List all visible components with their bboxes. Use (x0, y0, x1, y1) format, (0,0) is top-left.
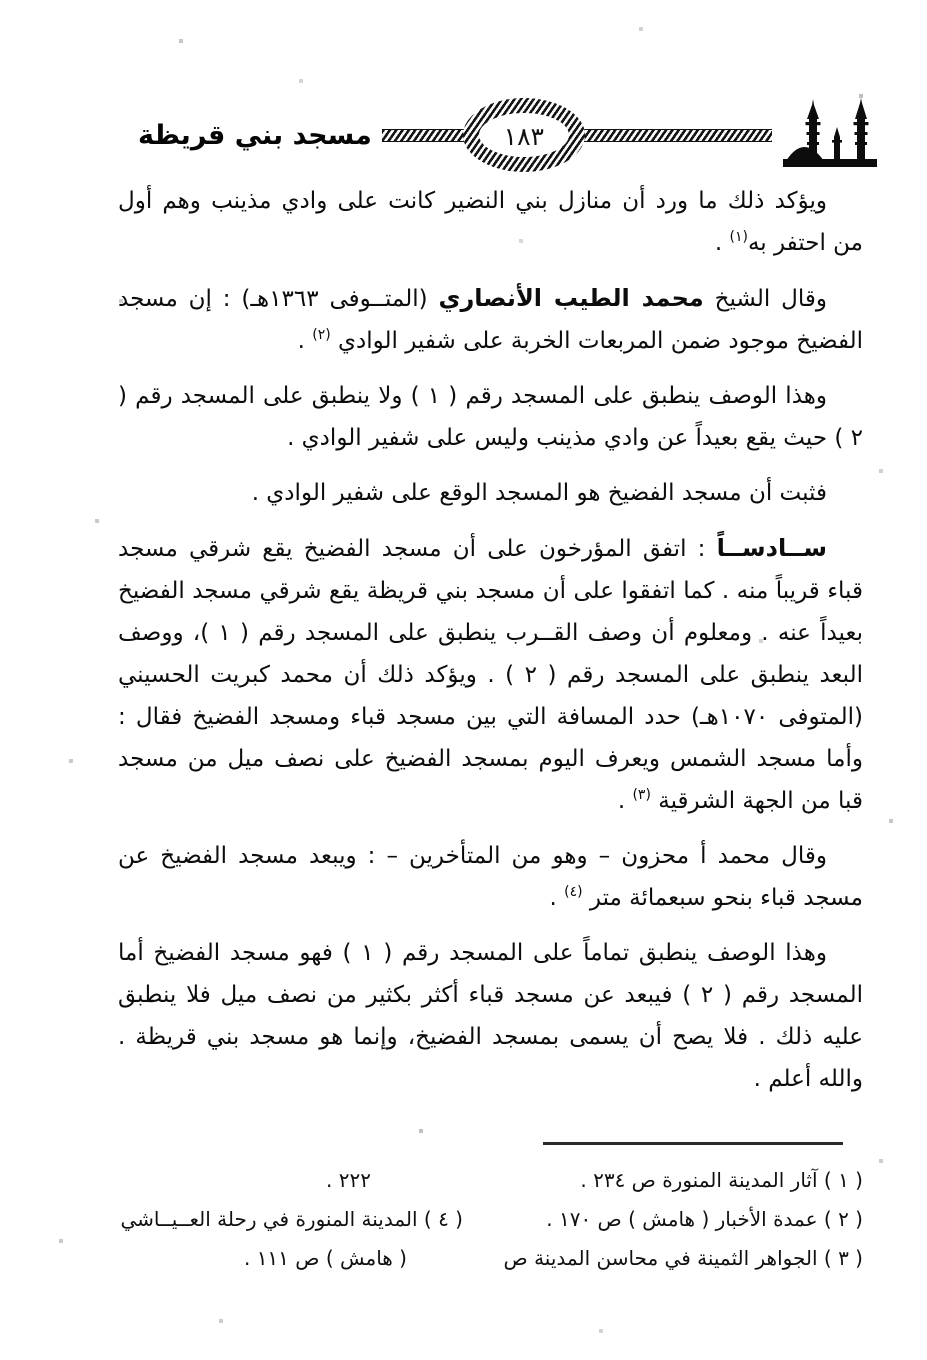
footnote-3-continuation: ٢٢٢ . (326, 1168, 371, 1192)
author-name-bold: محمد الطيب الأنصاري (438, 284, 704, 312)
paragraph-1-text: ويؤكد ذلك ما ورد أن منازل بني النضير كانت على وادي مذينب وهم أول من احتفر به (118, 188, 863, 256)
section-heading-sixthly: ســادســاً (716, 534, 827, 562)
paragraph-5 (118, 527, 863, 822)
footnote-column-right (463, 1161, 863, 1278)
footnote-1: ( ١ ) آثار المدينة المنورة ص ٢٣٤ . (580, 1168, 863, 1192)
paragraph-6-text: وقال محمد أ محزون – وهو من المتأخرين – : ويبعد مسجد الفضيخ عن مسجد قباء بنحو سبعمائة متر (118, 843, 863, 911)
scan-noise (0, 0, 2, 2)
footnote-ref-4: (٤) (564, 884, 583, 900)
footnote-ref-2: (٢) (312, 327, 331, 343)
page-number-ornament (463, 98, 585, 172)
paragraph-1-tail: . (714, 230, 730, 256)
footnote-column-left (118, 1161, 463, 1278)
footnote-2: ( ٢ ) عمدة الأخبار ( هامش ) ص ١٧٠ . (546, 1207, 863, 1231)
paragraph-2-lead: وقال الشيخ (703, 286, 827, 312)
chapter-title: مسجد بني قريظة (138, 119, 372, 151)
page-number: ١٨٣ (479, 113, 569, 157)
footnote-4-continuation: ( هامش ) ص ١١١ . (243, 1246, 407, 1270)
paragraph-7 (118, 932, 863, 1100)
ornament-rope-right (582, 129, 772, 142)
footnote-3: ( ٣ ) الجواهر الثمينة في محاسن المدينة ص (503, 1246, 863, 1270)
paragraph-2-tail: . (297, 328, 313, 354)
mosque-silhouette-icon (782, 97, 882, 173)
paragraph-5-text: : اتفق المؤرخون على أن مسجد الفضيخ يقع شرقي مسجد قباء قريباً منه . كما اتفقوا على أن مسجد بني قريظة يقع شرقي مسجد الفضيخ بعيداً عنه . ومعلوم أن وصف القــرب ينطبق على المسجد رقم ( ١ )، ووصف البعد ينطبق على المسجد رقم ( ٢ ) . ويؤكد ذلك أن محمد كبريت الحسيني (المتوفى ١٠٧٠هـ) حدد المسافة التي بين مسجد قباء ومسجد الفضيخ فقال : وأما مسجد الشمس ويعرف اليوم بمسجد الفضيخ على نصف ميل من مسجد قبا من الجهة الشرقية (118, 536, 864, 814)
paragraph-6-tail: . (549, 885, 565, 911)
paragraph-2 (118, 277, 863, 362)
paragraph-3 (118, 375, 863, 459)
paragraph-1 (118, 180, 863, 264)
ornament-rope-left (382, 129, 466, 142)
footnote-ref-3: (٣) (632, 787, 651, 803)
footnote-ref-1: (١) (729, 229, 748, 245)
paragraph-4-text: فثبت أن مسجد الفضيخ هو المسجد الوقع على شفير الوادي . (251, 480, 827, 506)
paragraph-5-tail: . (617, 788, 633, 814)
footnote-4: ( ٤ ) المدينة المنورة في رحلة العــيــاشي (120, 1207, 463, 1231)
footnotes-section (118, 1128, 863, 1278)
paragraph-7-text: وهذا الوصف ينطبق تماماً على المسجد رقم ( ١ ) فهو مسجد الفضيخ أما المسجد رقم ( ٢ ) فيبعد عن مسجد قباء أكثر بكثير من نصف ميل فلا ينطبق عليه ذلك . فلا يصح أن يسمى بمسجد الفضيخ، وإنما هو مسجد بني قريظة . والله أعلم . (118, 940, 863, 1092)
page-body (118, 180, 863, 1113)
paragraph-6 (118, 835, 863, 919)
paragraph-4 (118, 472, 863, 514)
footnote-divider (543, 1142, 843, 1145)
page-header (0, 92, 927, 178)
footnote-columns (118, 1161, 863, 1278)
paragraph-3-text: وهذا الوصف ينطبق على المسجد رقم ( ١ ) ولا ينطبق على المسجد رقم ( ٢ ) حيث يقع بعيداً عن وادي مذينب وليس على شفير الوادي . (118, 383, 863, 451)
paragraph-2-text: (المتــوفى ١٣٦٣هـ) : إن مسجد الفضيخ موجود ضمن المربعات الخربة على شفير الوادي (118, 286, 863, 354)
